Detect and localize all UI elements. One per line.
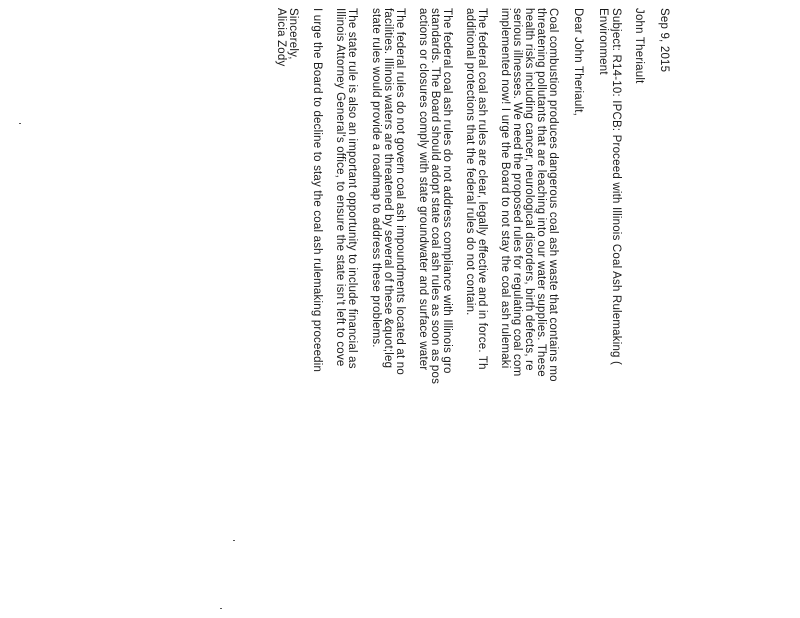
letter-date: Sep 9, 2015 xyxy=(658,8,670,73)
scan-speck xyxy=(220,608,222,609)
scan-speck xyxy=(233,540,235,541)
paragraph-line: Coal combustion produces dangerous coal ash waste that contains mo xyxy=(547,8,559,382)
paragraph-line: The state rule is also an important opportunity to include financial as xyxy=(346,8,358,369)
letter-sender: John Theriault xyxy=(633,8,645,84)
scan-speck xyxy=(19,123,21,124)
paragraph-line: I urge the Board to decline to stay the coal ash rulemaking proceedin xyxy=(311,8,323,373)
paragraph-line: standards. The Board should adopt state coal ash rules as soon as pos xyxy=(429,8,441,385)
letter-salutation: Dear John Theriault, xyxy=(572,8,584,116)
letter-subject-line: Subject: R14-10: IPCB: Proceed with Illinois Coal Ash Rulemaking ( xyxy=(610,8,622,366)
letter-signer: Alicia Zody xyxy=(275,8,287,67)
paragraph-line: The federal coal ash rules do not address compliance with Illinois gro xyxy=(441,8,453,374)
paragraph-line: The federal coal ash rules are clear, legally effective and in force. Th xyxy=(476,8,488,370)
paragraph-line: health risks including cancer, neurological disorders, birth defects, re xyxy=(523,8,535,371)
letter-closing: Sincerely, xyxy=(287,8,299,60)
paragraph-line: additional protections that the federal rules do not contain. xyxy=(464,8,476,316)
paragraph-line: Illinois Attorney General's office, to ensure the state isn't left to cove xyxy=(334,8,346,367)
paragraph-line: The federal rules do not govern coal ash impoundments located at no xyxy=(394,8,406,375)
paragraph-line: threatening pollutants that are leaching into our water supplies. These xyxy=(535,8,547,377)
paragraph-line: state rules would provide a roadmap to address these problems. xyxy=(370,8,382,348)
paragraph-line: facilities. Illinois waters are threatened by several of these &quot;leg xyxy=(382,8,394,369)
paragraph-line: actions or closures comply with state groundwater and surface water xyxy=(417,8,429,371)
paragraph-line: serious illnesses. We need the proposed rules for regulating coal com xyxy=(511,8,523,377)
letter-subject-line: Environment xyxy=(597,8,609,75)
paragraph-line: implemented now! I urge the Board to not stay the coal ash rulemaki xyxy=(499,8,511,369)
